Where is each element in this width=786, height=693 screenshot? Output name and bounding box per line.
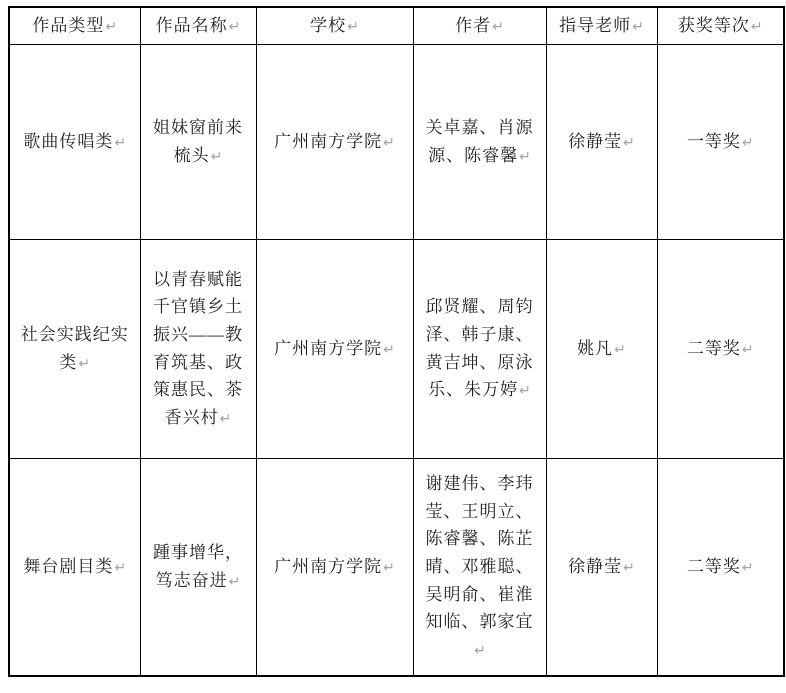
end-of-cell-mark-icon: ↵: [750, 18, 763, 35]
cell-advisor: [546, 44, 657, 239]
cell-text: 舞台剧目类: [23, 556, 114, 576]
end-of-cell-mark-icon: ↵: [114, 559, 127, 576]
end-of-cell-mark-icon: ↵: [210, 148, 223, 165]
cell-text: 一等奖: [686, 131, 741, 151]
cell-text: 姐妹窗前来梳头: [153, 117, 243, 165]
cell-school: [256, 239, 413, 458]
end-of-cell-mark-icon: ↵: [741, 341, 754, 358]
table-row: [9, 458, 784, 676]
cell-work-name: [140, 458, 256, 676]
cell-work-name: [140, 239, 256, 458]
end-of-cell-mark-icon: ↵: [383, 559, 395, 576]
end-of-cell-mark-icon: ↵: [347, 18, 359, 35]
cell-text: 歌曲传唱类: [23, 131, 114, 151]
header-row: [9, 7, 784, 44]
cell-award: [657, 44, 784, 239]
cell-work-name: [140, 44, 256, 239]
end-of-cell-mark-icon: ↵: [741, 134, 754, 151]
cell-text: 二等奖: [686, 556, 741, 576]
header-label: 指导老师: [559, 15, 632, 35]
end-of-cell-mark-icon: ↵: [519, 383, 531, 400]
cell-school: [256, 44, 413, 239]
cell-text: 徐静莹: [568, 131, 623, 151]
header-cell-authors: [413, 7, 546, 44]
header-label: 作品名称: [155, 15, 228, 35]
cell-award: [657, 239, 784, 458]
cell-text: 徐静莹: [568, 556, 623, 576]
cell-text: 社会实践纪实类: [20, 324, 129, 372]
end-of-cell-mark-icon: ↵: [105, 18, 118, 35]
cell-text: 广州南方学院: [274, 131, 383, 151]
cell-text: 关卓嘉、肖源源、陈睿馨: [425, 117, 534, 165]
cell-advisor: [546, 239, 657, 458]
awards-table: [8, 6, 785, 677]
cell-text: 广州南方学院: [274, 556, 383, 576]
cell-text: 以青春赋能千官镇乡土振兴——教育筑基、政策惠民、茶香兴村: [153, 269, 243, 427]
end-of-cell-mark-icon: ↵: [474, 642, 486, 659]
end-of-cell-mark-icon: ↵: [383, 134, 395, 151]
cell-award: [657, 458, 784, 676]
cell-advisor: [546, 458, 657, 676]
end-of-cell-mark-icon: ↵: [519, 148, 531, 165]
cell-text: 二等奖: [686, 338, 741, 358]
cell-text: 姚凡: [577, 338, 614, 358]
header-cell-advisor: [546, 7, 657, 44]
end-of-cell-mark-icon: ↵: [614, 341, 626, 358]
header-cell-work-name: [140, 7, 256, 44]
end-of-cell-mark-icon: ↵: [114, 134, 127, 151]
table-row: [9, 44, 784, 239]
header-label: 学校: [310, 15, 347, 35]
end-of-cell-mark-icon: ↵: [228, 573, 241, 590]
cell-text: 踵事增华，笃志奋进: [153, 543, 243, 590]
end-of-cell-mark-icon: ↵: [741, 559, 754, 576]
cell-work-type: [9, 44, 140, 239]
cell-authors: [413, 239, 546, 458]
cell-authors: [413, 458, 546, 676]
cell-work-type: [9, 239, 140, 458]
header-cell-award: [657, 7, 784, 44]
header-cell-work-type: [9, 7, 140, 44]
header-label: 作品类型: [32, 15, 105, 35]
end-of-cell-mark-icon: ↵: [632, 18, 644, 35]
cell-school: [256, 458, 413, 676]
end-of-cell-mark-icon: ↵: [623, 559, 635, 576]
cell-text: 广州南方学院: [274, 338, 383, 358]
cell-text: 谢建伟、李玮莹、王明立、陈睿馨、陈芷晴、邓雅聪、吴明俞、崔淮知临、郭家宜: [425, 474, 534, 632]
end-of-cell-mark-icon: ↵: [228, 18, 241, 35]
end-of-cell-mark-icon: ↵: [78, 355, 91, 372]
end-of-cell-mark-icon: ↵: [219, 410, 232, 427]
table-row: [9, 239, 784, 458]
header-label: 获奖等次: [677, 15, 750, 35]
cell-text: 邱贤耀、周钧泽、韩子康、黄吉坤、原泳乐、朱万婷: [425, 297, 534, 400]
end-of-cell-mark-icon: ↵: [623, 134, 635, 151]
end-of-cell-mark-icon: ↵: [383, 341, 395, 358]
cell-authors: [413, 44, 546, 239]
end-of-cell-mark-icon: ↵: [492, 18, 504, 35]
document-page: [8, 6, 785, 677]
cell-work-type: [9, 458, 140, 676]
header-label: 作者: [455, 15, 492, 35]
header-cell-school: [256, 7, 413, 44]
